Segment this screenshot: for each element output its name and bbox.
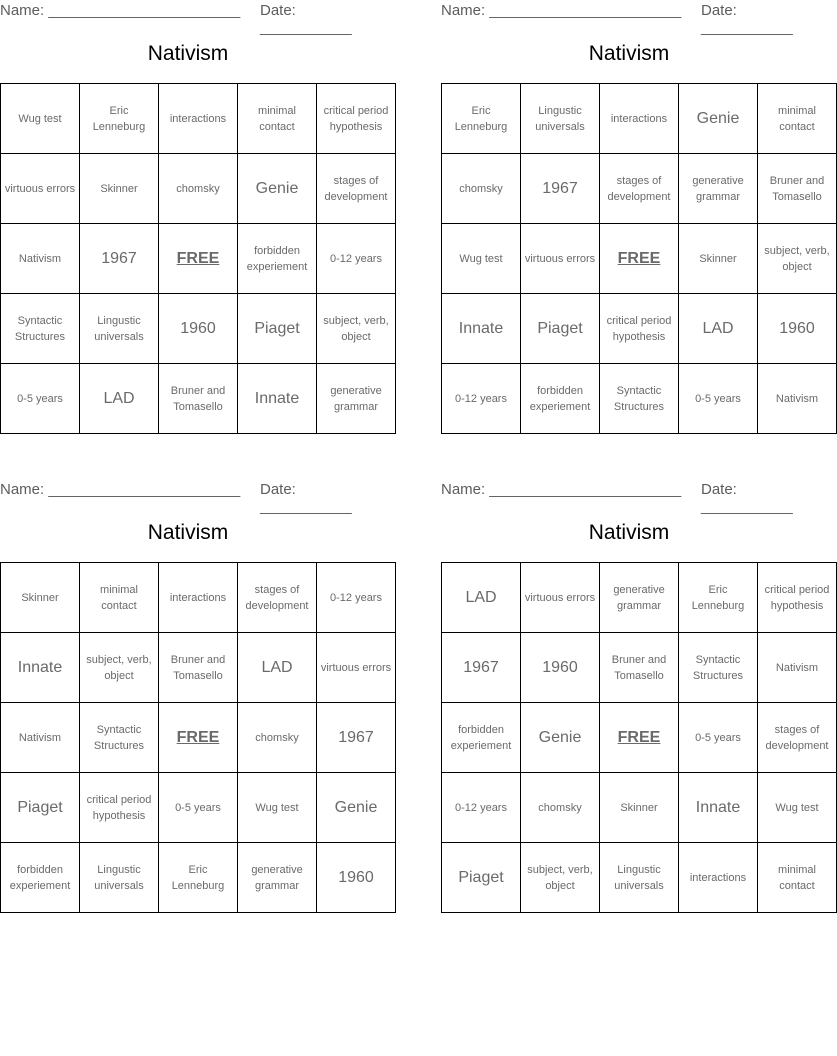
bingo-cell: Eric Lenneburg — [679, 563, 758, 633]
bingo-cell: 0-12 years — [317, 563, 396, 633]
bingo-card-2 — [441, 0, 830, 413]
date-field-label: Date: ___________ — [260, 481, 352, 515]
bingo-cell: LAD — [679, 294, 758, 364]
name-field-label: Name: _______________________ — [441, 481, 682, 498]
grid-row — [442, 84, 837, 154]
bingo-cell: Nativism — [1, 224, 80, 294]
bingo-cell: 1960 — [521, 633, 600, 703]
bingo-cell: Innate — [442, 294, 521, 364]
name-field-label: Name: _______________________ — [0, 2, 241, 19]
grid-row — [442, 224, 837, 294]
bingo-cell: 1967 — [317, 703, 396, 773]
bingo-cell: Bruner and Tomasello — [159, 364, 238, 434]
bingo-cell: 1960 — [317, 843, 396, 913]
bingo-cell: 1960 — [159, 294, 238, 364]
bingo-cell: Nativism — [1, 703, 80, 773]
bingo-cell: 1967 — [80, 224, 159, 294]
bingo-cell: critical period hypothesis — [600, 294, 679, 364]
bingo-cell: 0-5 years — [679, 364, 758, 434]
bingo-cell: subject, verb, object — [80, 633, 159, 703]
bingo-card-1 — [0, 0, 389, 413]
grid-row — [442, 364, 837, 434]
card-header — [0, 0, 376, 36]
bingo-cell: LAD — [442, 563, 521, 633]
bingo-cell: forbidden experiement — [442, 703, 521, 773]
bingo-cell: interactions — [159, 84, 238, 154]
bingo-cell: Lingustic universals — [600, 843, 679, 913]
bingo-cell: stages of development — [600, 154, 679, 224]
bingo-cell: generative grammar — [238, 843, 317, 913]
bingo-cell: minimal contact — [758, 84, 837, 154]
bingo-cell: critical period hypothesis — [80, 773, 159, 843]
bingo-cell: 1967 — [521, 154, 600, 224]
grid-row — [442, 843, 837, 913]
bingo-cell: Genie — [317, 773, 396, 843]
bingo-cell: LAD — [238, 633, 317, 703]
bingo-cell: Genie — [521, 703, 600, 773]
card-title: Nativism — [588, 521, 670, 544]
bingo-cell: minimal contact — [238, 84, 317, 154]
grid-row — [442, 563, 837, 633]
bingo-cell: Bruner and Tomasello — [159, 633, 238, 703]
bingo-cell: Eric Lenneburg — [442, 84, 521, 154]
card-header — [441, 479, 817, 515]
free-space-cell: FREE — [159, 703, 238, 773]
bingo-grid — [441, 83, 837, 434]
bingo-cell: minimal contact — [758, 843, 837, 913]
name-field-label: Name: _______________________ — [441, 2, 682, 19]
bingo-cell: Syntactic Structures — [1, 294, 80, 364]
bingo-cell: interactions — [159, 563, 238, 633]
bingo-cell: subject, verb, object — [758, 224, 837, 294]
bingo-card-4 — [441, 479, 830, 892]
free-space-cell: FREE — [600, 703, 679, 773]
bingo-cell: forbidden experiement — [521, 364, 600, 434]
bingo-cell: subject, verb, object — [521, 843, 600, 913]
bingo-cell: Wug test — [1, 84, 80, 154]
bingo-cell: Lingustic universals — [80, 843, 159, 913]
bingo-cell: 1960 — [758, 294, 837, 364]
bingo-cell: generative grammar — [600, 563, 679, 633]
bingo-grid — [0, 83, 396, 434]
bingo-cell: Skinner — [679, 224, 758, 294]
date-field-label: Date: ___________ — [701, 481, 793, 515]
grid-row — [1, 633, 396, 703]
bingo-cell: Piaget — [1, 773, 80, 843]
bingo-cell: Lingustic universals — [80, 294, 159, 364]
bingo-cell: stages of development — [238, 563, 317, 633]
grid-row — [1, 84, 396, 154]
grid-row — [1, 703, 396, 773]
free-space-cell: FREE — [600, 224, 679, 294]
grid-row — [1, 364, 396, 434]
bingo-cell: Piaget — [521, 294, 600, 364]
bingo-cell: LAD — [80, 364, 159, 434]
bingo-cell: Syntactic Structures — [679, 633, 758, 703]
bingo-cell: critical period hypothesis — [758, 563, 837, 633]
bingo-cell: interactions — [679, 843, 758, 913]
bingo-cell: 0-5 years — [679, 703, 758, 773]
bingo-cell: 0-12 years — [317, 224, 396, 294]
bingo-cell: Innate — [679, 773, 758, 843]
date-field-label: Date: ___________ — [701, 2, 793, 36]
bingo-cell: virtuous errors — [317, 633, 396, 703]
bingo-cell: virtuous errors — [521, 224, 600, 294]
grid-row — [1, 773, 396, 843]
bingo-cell: Bruner and Tomasello — [600, 633, 679, 703]
bingo-grid — [441, 562, 837, 913]
bingo-cell: Eric Lenneburg — [80, 84, 159, 154]
free-space-cell: FREE — [159, 224, 238, 294]
bingo-cell: Bruner and Tomasello — [758, 154, 837, 224]
bingo-cell: Lingustic universals — [521, 84, 600, 154]
bingo-cell: stages of development — [317, 154, 396, 224]
bingo-cell: chomsky — [442, 154, 521, 224]
grid-row — [1, 563, 396, 633]
bingo-cell: virtuous errors — [1, 154, 80, 224]
bingo-cell: Eric Lenneburg — [159, 843, 238, 913]
bingo-cell: Piaget — [442, 843, 521, 913]
bingo-cell: chomsky — [238, 703, 317, 773]
bingo-cell: Innate — [1, 633, 80, 703]
bingo-cell: Wug test — [238, 773, 317, 843]
bingo-cell: Piaget — [238, 294, 317, 364]
bingo-cell: generative grammar — [317, 364, 396, 434]
bingo-card-3 — [0, 479, 392, 892]
bingo-cell: critical period hypothesis — [317, 84, 396, 154]
name-field-label: Name: _______________________ — [0, 481, 241, 498]
bingo-grid — [0, 562, 396, 913]
bingo-cell: generative grammar — [679, 154, 758, 224]
grid-row — [442, 703, 837, 773]
bingo-cell: chomsky — [521, 773, 600, 843]
bingo-cell: 1967 — [442, 633, 521, 703]
grid-row — [1, 294, 396, 364]
bingo-cell: Skinner — [1, 563, 80, 633]
bingo-cell: 0-5 years — [159, 773, 238, 843]
grid-row — [442, 294, 837, 364]
bingo-cell: Syntactic Structures — [80, 703, 159, 773]
grid-row — [1, 154, 396, 224]
card-title: Nativism — [147, 42, 229, 65]
bingo-cell: minimal contact — [80, 563, 159, 633]
bingo-cell: forbidden experiement — [1, 843, 80, 913]
bingo-cell: forbidden experiement — [238, 224, 317, 294]
bingo-cell: Genie — [679, 84, 758, 154]
card-header — [441, 0, 817, 36]
bingo-cell: 0-12 years — [442, 773, 521, 843]
card-header — [0, 479, 376, 515]
bingo-cell: Skinner — [600, 773, 679, 843]
bingo-cell: Wug test — [442, 224, 521, 294]
grid-row — [442, 633, 837, 703]
grid-row — [442, 773, 837, 843]
bingo-cell: 0-12 years — [442, 364, 521, 434]
bingo-cell: stages of development — [758, 703, 837, 773]
grid-row — [442, 154, 837, 224]
card-title: Nativism — [588, 42, 670, 65]
bingo-cell: 0-5 years — [1, 364, 80, 434]
bingo-cell: chomsky — [159, 154, 238, 224]
bingo-cell: interactions — [600, 84, 679, 154]
card-title: Nativism — [147, 521, 229, 544]
grid-row — [1, 843, 396, 913]
grid-row — [1, 224, 396, 294]
bingo-cell: Innate — [238, 364, 317, 434]
bingo-cell: virtuous errors — [521, 563, 600, 633]
bingo-cell: subject, verb, object — [317, 294, 396, 364]
bingo-cell: Nativism — [758, 364, 837, 434]
date-field-label: Date: ___________ — [260, 2, 352, 36]
bingo-cell: Syntactic Structures — [600, 364, 679, 434]
bingo-cell: Wug test — [758, 773, 837, 843]
bingo-cell: Genie — [238, 154, 317, 224]
bingo-cell: Nativism — [758, 633, 837, 703]
bingo-cell: Skinner — [80, 154, 159, 224]
